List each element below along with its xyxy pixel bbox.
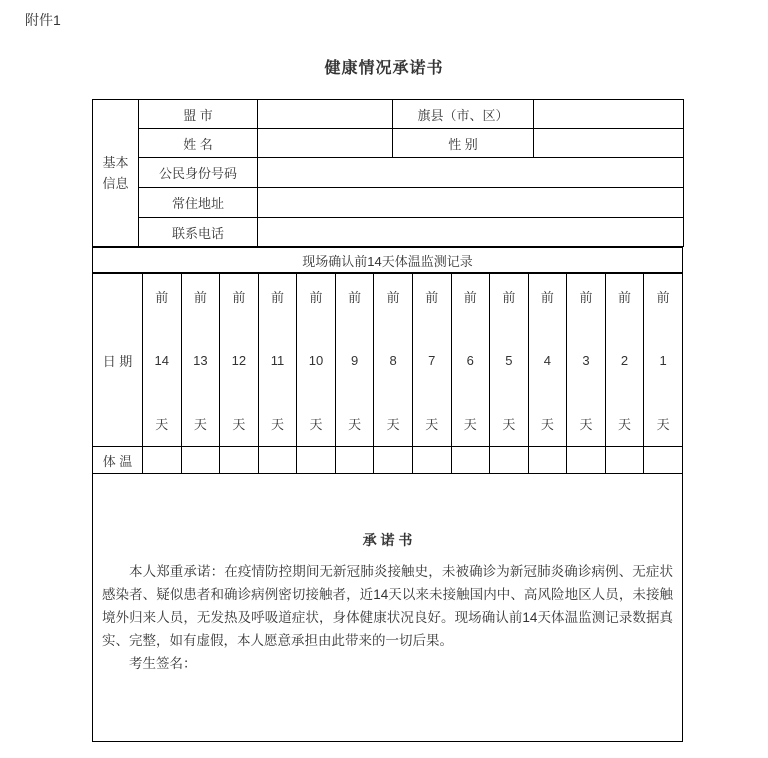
day-column-6 <box>451 274 490 447</box>
day-suffix: 天 <box>425 417 439 432</box>
commitment-title: 承 诺 书 <box>362 532 413 548</box>
day-prefix: 前 <box>193 290 207 305</box>
day-suffix: 天 <box>386 417 400 432</box>
day-column-11 <box>258 274 297 447</box>
day-number: 11 <box>270 352 285 368</box>
commitment-section <box>92 474 683 742</box>
temperature-row-label: 体 温 <box>93 447 143 474</box>
name-value-cell[interactable] <box>258 129 393 158</box>
gender-label: 性 别 <box>393 129 534 158</box>
temperature-input-cell-11[interactable] <box>258 447 297 474</box>
candidate-signature-label[interactable]: 考生签名： <box>129 656 197 671</box>
attachment-label: 附件1 <box>25 12 61 28</box>
day-prefix: 前 <box>502 290 516 305</box>
id-number-label: 公民身份号码 <box>139 158 258 188</box>
day-suffix: 天 <box>656 417 670 432</box>
temperature-grid-table <box>92 273 683 474</box>
temperature-input-cell-5[interactable] <box>490 447 529 474</box>
table-row <box>93 188 684 218</box>
day-prefix: 前 <box>656 290 670 305</box>
day-prefix: 前 <box>618 290 632 305</box>
day-suffix: 天 <box>309 417 323 432</box>
temperature-input-cell-13[interactable] <box>181 447 220 474</box>
temperature-input-cell-12[interactable] <box>220 447 259 474</box>
table-row <box>93 218 684 247</box>
day-number: 1 <box>659 352 667 368</box>
basic-info-table <box>92 99 684 247</box>
address-label: 常住地址 <box>139 188 258 218</box>
day-column-1 <box>644 274 683 447</box>
day-suffix: 天 <box>463 417 477 432</box>
day-number: 14 <box>154 352 170 368</box>
temperature-input-cell-9[interactable] <box>335 447 374 474</box>
temperature-input-cell-4[interactable] <box>528 447 567 474</box>
day-suffix: 天 <box>579 417 593 432</box>
day-number: 10 <box>308 352 324 368</box>
name-label: 姓 名 <box>139 129 258 158</box>
day-number: 7 <box>428 352 436 368</box>
commitment-body-text: 本人郑重承诺：在疫情防控期间无新冠肺炎接触史，未被确诊为新冠肺炎确诊病例、无症状感染者、疑似患者和确诊病例密切接触者，近14天以来未接触国内中、高风险地区人员，未接触境外归来人员，无发热及呼吸道症状，身体健康状况良好。现场确认前14天体温监测记录数据真实、完整，如有虚假，本人愿意承担由此带来的一切后果。 <box>102 564 673 648</box>
id-number-value-cell[interactable] <box>258 158 684 188</box>
day-prefix: 前 <box>270 290 284 305</box>
day-prefix: 前 <box>155 290 169 305</box>
day-prefix: 前 <box>540 290 554 305</box>
temperature-input-cell-3[interactable] <box>567 447 606 474</box>
table-row <box>93 158 684 188</box>
day-suffix: 天 <box>155 417 169 432</box>
day-number: 4 <box>543 352 552 368</box>
day-number: 5 <box>505 352 513 368</box>
day-prefix: 前 <box>232 290 246 305</box>
league-city-value-cell[interactable] <box>258 100 393 129</box>
banner-county-value-cell[interactable] <box>534 100 684 129</box>
day-suffix: 天 <box>270 417 284 432</box>
temperature-input-cell-6[interactable] <box>451 447 490 474</box>
day-prefix: 前 <box>309 290 323 305</box>
temperature-input-cell-10[interactable] <box>297 447 336 474</box>
day-column-9 <box>335 274 374 447</box>
day-number: 8 <box>389 352 397 368</box>
day-prefix: 前 <box>463 290 477 305</box>
basic-info-label-line1: 基本 <box>102 155 129 170</box>
phone-label: 联系电话 <box>139 218 258 247</box>
phone-value-cell[interactable] <box>258 218 684 247</box>
date-row-label: 日 期 <box>93 274 143 447</box>
temperature-input-cell-14[interactable] <box>143 447 182 474</box>
day-prefix: 前 <box>386 290 400 305</box>
day-column-5 <box>490 274 529 447</box>
temperature-row <box>93 447 683 474</box>
day-prefix: 前 <box>579 290 593 305</box>
day-number: 9 <box>350 352 359 368</box>
gender-value-cell[interactable] <box>534 129 684 158</box>
day-column-3 <box>567 274 606 447</box>
temperature-input-cell-8[interactable] <box>374 447 413 474</box>
day-column-12 <box>220 274 259 447</box>
day-number: 12 <box>231 352 247 368</box>
table-row <box>93 129 684 158</box>
basic-info-section-label <box>93 100 139 247</box>
address-value-cell[interactable] <box>258 188 684 218</box>
day-number: 13 <box>193 352 208 368</box>
temperature-input-cell-1[interactable] <box>644 447 683 474</box>
date-row <box>93 274 683 447</box>
day-suffix: 天 <box>193 417 207 432</box>
day-column-2 <box>605 274 644 447</box>
day-number: 3 <box>582 352 590 368</box>
page-title: 健康情况承诺书 <box>324 60 444 77</box>
day-suffix: 天 <box>232 417 246 432</box>
day-number: 6 <box>466 352 474 368</box>
day-column-4 <box>528 274 567 447</box>
day-suffix: 天 <box>618 417 632 432</box>
day-prefix: 前 <box>348 290 362 305</box>
day-suffix: 天 <box>540 417 554 432</box>
league-city-label: 盟 市 <box>139 100 258 129</box>
day-column-10 <box>297 274 336 447</box>
temperature-input-cell-7[interactable] <box>412 447 451 474</box>
day-number: 2 <box>620 352 629 368</box>
day-suffix: 天 <box>502 417 516 432</box>
day-prefix: 前 <box>425 290 439 305</box>
temperature-section-header-row <box>92 247 683 273</box>
health-commitment-form <box>92 99 683 742</box>
banner-county-label: 旗县（市、区） <box>393 100 534 129</box>
temperature-input-cell-2[interactable] <box>605 447 644 474</box>
basic-info-label-line2: 信息 <box>102 176 129 191</box>
day-column-13 <box>181 274 220 447</box>
day-column-8 <box>374 274 413 447</box>
day-suffix: 天 <box>348 417 362 432</box>
table-row <box>93 248 683 273</box>
day-column-7 <box>412 274 451 447</box>
temperature-section-header: 现场确认前14天体温监测记录 <box>93 248 683 273</box>
table-row <box>93 100 684 129</box>
day-column-14 <box>143 274 182 447</box>
